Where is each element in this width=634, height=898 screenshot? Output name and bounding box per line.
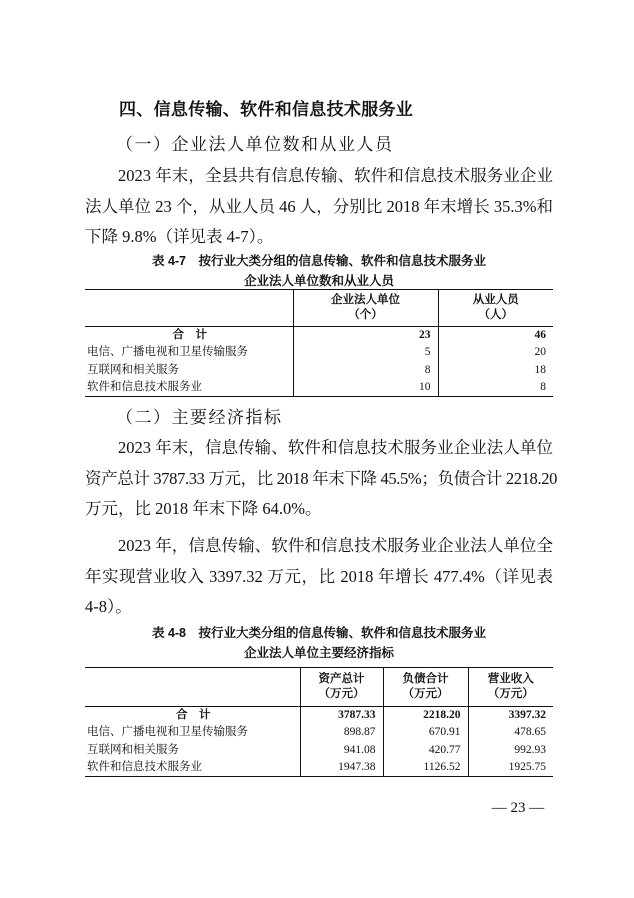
column-unit: （万元） (487, 688, 534, 700)
paragraph-line: 万元，比 2018 年末下降 64.0%。 (85, 499, 322, 518)
subsection-heading-2: （二）主要经济指标 (116, 408, 283, 427)
paragraph-1 (85, 161, 553, 253)
row-label: 软件和信息技术服务业 (85, 759, 300, 777)
section-heading: 四、信息传输、软件和信息技术服务业 (119, 100, 414, 119)
paragraph-line: 资产总计 3787.33 万元，比 2018 年末下降 45.5%；负债合计 2218.20 (85, 468, 558, 488)
table-4-7-title (85, 252, 553, 291)
paragraph-line: 年实现营业收入 3397.32 万元，比 2018 年增长 477.4%（详见表 (85, 566, 553, 586)
paragraph-line: 2023 年末，信息传输、软件和信息技术服务业企业法人单位 (118, 438, 553, 457)
cell-value: 992.93 (468, 742, 553, 760)
cell-value: 478.65 (468, 724, 553, 742)
row-label: 电信、广播电视和卫星传输服务 (87, 346, 248, 359)
table-4-8 (85, 667, 553, 777)
paragraph-line: 下降 9.8%（详见表 4-7）。 (85, 227, 274, 246)
cell-value: 1947.38 (300, 759, 383, 777)
column-unit: （万元） (402, 688, 449, 700)
cell-value: 3787.33 (300, 707, 383, 725)
column-name: 从业人员 (472, 293, 519, 306)
table-row (85, 724, 553, 742)
subsection-heading-1: （一）企业法人单位数和从业人员 (116, 135, 394, 154)
table-header-cell (300, 668, 383, 707)
cell-value: 1126.52 (383, 759, 468, 777)
row-label: 互联网和相关服务 (87, 743, 179, 756)
column-unit: （万元） (318, 688, 365, 700)
table-title-line: 表 4-7 按行业大类分组的信息传输、软件和信息技术服务业 (151, 254, 487, 268)
table-4-8-title (85, 624, 553, 663)
paragraph-line: 2023 年，信息传输、软件和信息技术服务业企业法人单位全 (118, 536, 553, 555)
cell-value: 5 (293, 344, 438, 362)
row-label: 互联网和相关服务 (87, 363, 179, 376)
table-4-7 (85, 289, 553, 397)
table-row (85, 344, 553, 362)
table-header-blank (85, 668, 300, 707)
column-name: 负债合计 (402, 672, 449, 685)
table-total-row (85, 707, 553, 725)
row-label: 合 计 (176, 709, 211, 722)
paragraph-3 (85, 531, 553, 623)
table-header-cell (293, 290, 438, 327)
column-name: 资产总计 (318, 672, 365, 685)
table-row (85, 379, 553, 397)
table-total-row (85, 327, 553, 345)
table-title-line: 表 4-8 按行业大类分组的信息传输、软件和信息技术服务业 (151, 626, 487, 640)
table-row (85, 742, 553, 760)
paragraph-2 (85, 433, 558, 525)
paragraph-line: 2023 年末，全县共有信息传输、软件和信息技术服务业企业 (118, 166, 553, 185)
page-number: — 23 — (491, 800, 545, 816)
cell-value: 670.91 (383, 724, 468, 742)
cell-value: 2218.20 (383, 707, 468, 725)
paragraph-line: 法人单位 23 个，从业人员 46 人，分别比 2018 年末增长 35.3%和 (85, 196, 553, 216)
column-unit: （个） (348, 309, 383, 321)
cell-value: 420.77 (383, 742, 468, 760)
table-header-cell (438, 290, 553, 327)
cell-value: 898.87 (300, 724, 383, 742)
cell-value: 1925.75 (468, 759, 553, 777)
table-header-cell (468, 668, 553, 707)
cell-value: 20 (438, 344, 553, 362)
table-header-blank (85, 290, 293, 327)
cell-value: 10 (293, 379, 438, 397)
cell-value: 18 (438, 362, 553, 380)
cell-value: 3397.32 (468, 707, 553, 725)
table-row (85, 759, 553, 777)
column-name: 企业法人单位 (331, 293, 400, 306)
cell-value: 8 (293, 362, 438, 380)
table-header-row (85, 668, 553, 707)
cell-value: 23 (293, 327, 438, 345)
cell-value: 941.08 (300, 742, 383, 760)
row-label: 软件和信息技术服务业 (85, 379, 293, 397)
paragraph-line: 4-8）。 (85, 597, 132, 616)
column-name: 营业收入 (487, 672, 534, 685)
table-title-line: 企业法人单位数和从业人员 (243, 273, 394, 288)
cell-value: 8 (438, 379, 553, 397)
row-label: 合 计 (172, 329, 207, 342)
row-label: 电信、广播电视和卫星传输服务 (87, 726, 248, 739)
table-row (85, 362, 553, 380)
table-header-cell (383, 668, 468, 707)
cell-value: 46 (438, 327, 553, 345)
table-header-row (85, 290, 553, 327)
column-unit: （人） (478, 309, 513, 321)
table-title-line: 企业法人单位主要经济指标 (243, 645, 394, 660)
